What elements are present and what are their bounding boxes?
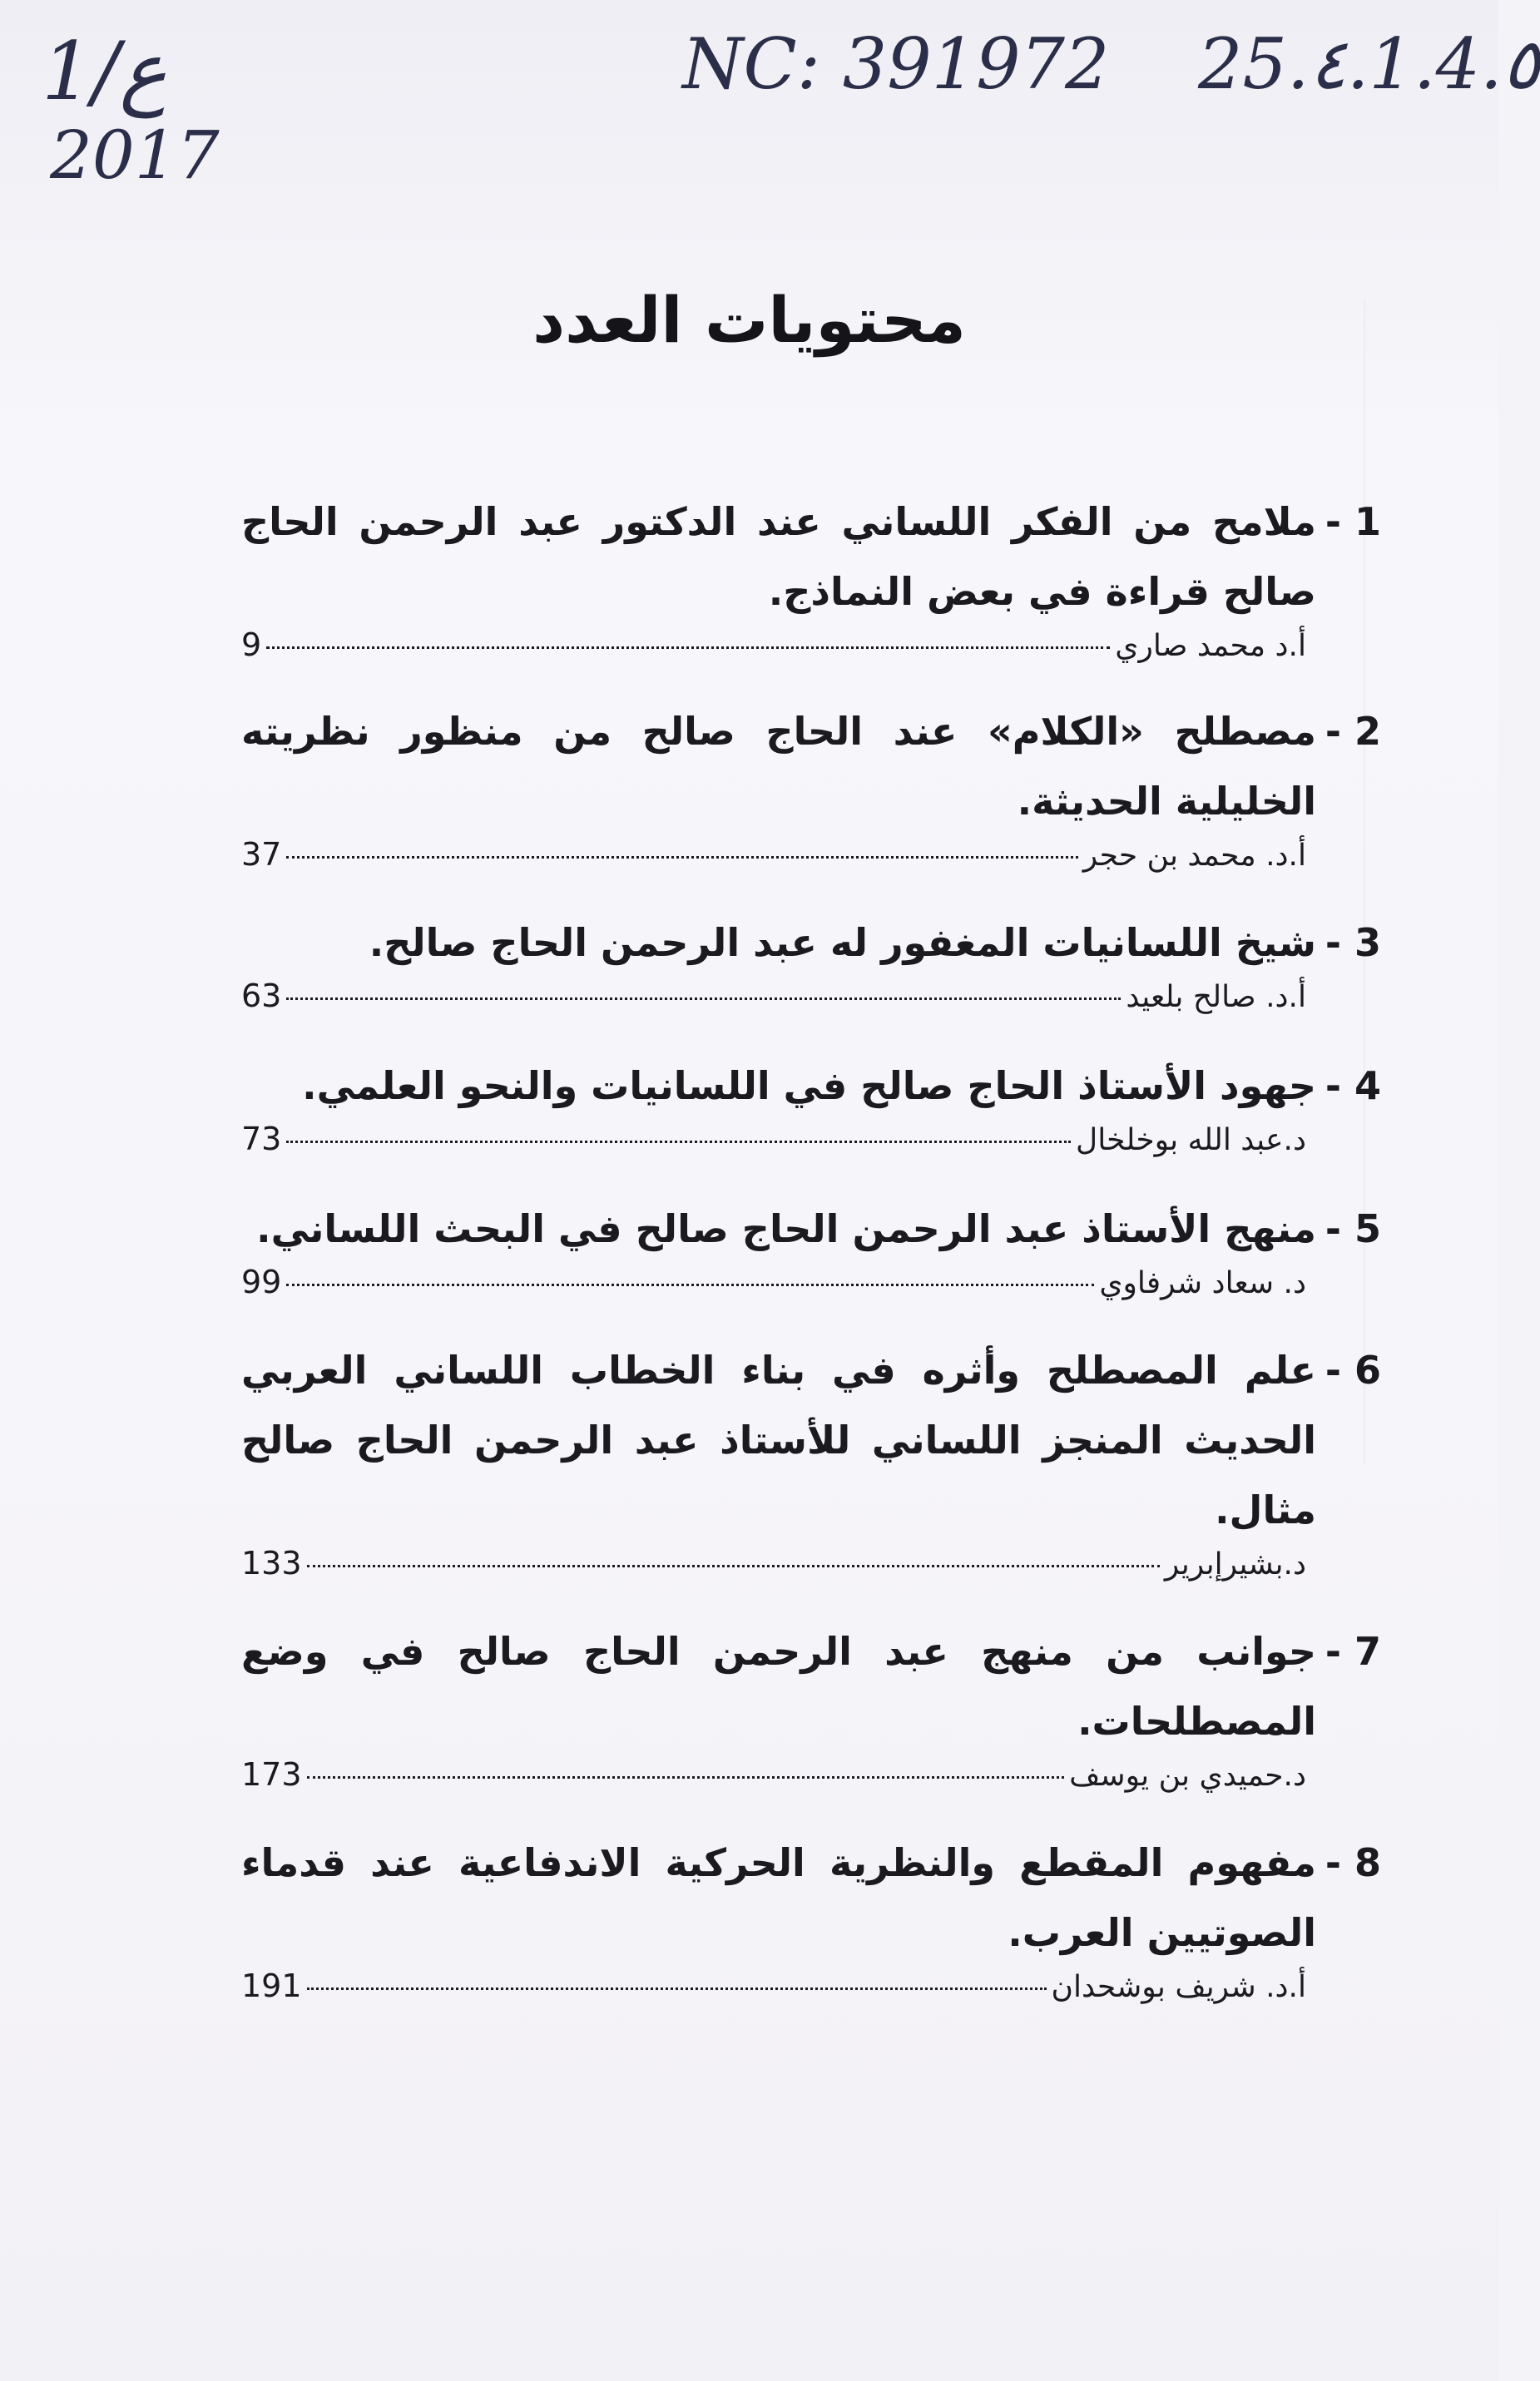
table-of-contents <box>241 487 1381 2021</box>
toc-entry-8 <box>241 1828 1381 2021</box>
dot-leader <box>286 856 1077 859</box>
entry-title: مفهوم المقطع والنظرية الحركية الاندفاعية عند قدماء الصوتيين العرب. <box>241 1840 1316 1955</box>
dot-leader <box>286 1284 1094 1286</box>
entry-title: جهود الأستاذ الحاج صالح في اللسانيات والنحو العلمي. <box>302 1063 1316 1108</box>
entry-number: 8 - <box>1325 1840 1381 1885</box>
entry-title: علم المصطلح وأثره في بناء الخطاب اللساني العربي الحديث المنجز اللساني للأستاذ عبد الرحمن الحاج صالح مثال. <box>241 1348 1316 1532</box>
dot-leader <box>286 997 1121 1000</box>
toc-entry-1 <box>241 487 1381 680</box>
entry-page-number: 63 <box>241 978 282 1014</box>
entry-page-number: 99 <box>241 1264 282 1300</box>
toc-entry-7 <box>241 1616 1381 1809</box>
entry-author: د.بشيرإبرير <box>1164 1547 1306 1582</box>
toc-entry-2 <box>241 696 1381 889</box>
page-title: محتويات العدد <box>532 283 966 357</box>
toc-entry-5 <box>241 1194 1381 1317</box>
entry-title: مصطلح «الكلام» عند الحاج صالح من منظور نظريته الخليلية الحديثة. <box>241 709 1316 824</box>
entry-number: 6 - <box>1325 1348 1381 1393</box>
entry-number: 5 - <box>1325 1206 1381 1251</box>
handwritten-shelf-code: 25.٤.1.4.٥ <box>1198 23 1540 105</box>
entry-number: 4 - <box>1325 1063 1381 1108</box>
dot-leader <box>307 1987 1047 1990</box>
toc-entry-6 <box>241 1335 1381 1598</box>
entry-page-number: 73 <box>241 1121 282 1157</box>
entry-number: 1 - <box>1325 499 1381 544</box>
entry-page-number: 173 <box>241 1756 302 1793</box>
entry-title: ملامح من الفكر اللساني عند الدكتور عبد الرحمن الحاج صالح قراءة في بعض النماذج. <box>241 499 1316 614</box>
dot-leader <box>266 646 1110 649</box>
entry-number: 7 - <box>1325 1629 1381 1674</box>
entry-page-number: 191 <box>241 1968 302 2004</box>
entry-title: جوانب من منهج عبد الرحمن الحاج صالح في وضع المصطلحات. <box>241 1629 1316 1744</box>
entry-number: 2 - <box>1325 709 1381 754</box>
entry-author: أ.د. محمد بن حجر <box>1082 839 1306 873</box>
entry-title: منهج الأستاذ عبد الرحمن الحاج صالح في البحث اللساني. <box>256 1206 1316 1251</box>
dot-leader <box>286 1141 1071 1143</box>
toc-entry-4 <box>241 1051 1381 1174</box>
toc-entry-3 <box>241 908 1381 1031</box>
entry-author: د.عبد الله بوخلخال <box>1076 1123 1306 1157</box>
handwritten-year-note: 2017 <box>50 116 220 194</box>
entry-title: شيخ اللسانيات المغفور له عبد الرحمن الحاج صالح. <box>369 920 1316 965</box>
entry-number: 3 - <box>1325 920 1381 965</box>
dot-leader <box>307 1776 1065 1779</box>
dot-leader <box>307 1565 1160 1567</box>
entry-page-number: 37 <box>241 836 282 873</box>
entry-author: أ.د محمد صاري <box>1115 629 1306 663</box>
entry-page-number: 133 <box>241 1545 302 1582</box>
entry-author: د.حميدي بن يوسف <box>1069 1759 1306 1793</box>
entry-author: أ.د. شريف بوشحدان <box>1051 1970 1306 2004</box>
entry-author: د. سعاد شرفاوي <box>1099 1266 1306 1300</box>
handwritten-volume-note: 1/ع <box>42 25 167 118</box>
entry-page-number: 9 <box>241 626 262 663</box>
entry-author: أ.د. صالح بلعيد <box>1126 980 1306 1014</box>
handwritten-nc-number: NC: 391972 <box>682 23 1110 105</box>
